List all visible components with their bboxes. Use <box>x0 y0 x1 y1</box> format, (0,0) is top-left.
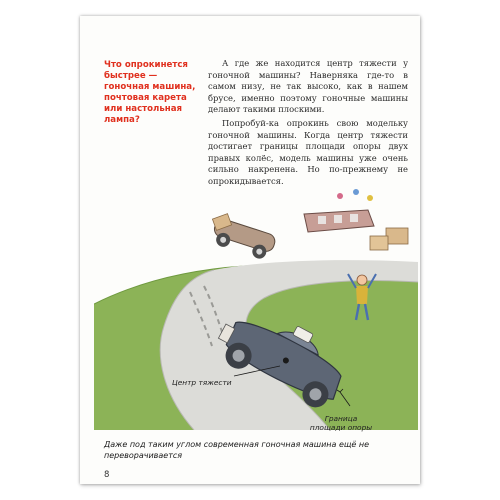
overturned-carriage <box>304 189 374 232</box>
book-page <box>80 16 420 484</box>
body-text <box>208 58 408 188</box>
paragraph-1: А где же находится центр тяжести у гоночной машины? Наверняка где-то в самом низу, не так высоко, как в нашем брусе, именно поэтому гоночные машины делают такими плоскими. <box>208 58 408 115</box>
race-car-illustration <box>94 186 418 430</box>
sidebar-question: Что опрокинется быстрее — гоночная машина, почтовая карета или настольная лампа? <box>104 60 196 125</box>
paragraph-2: Попробуй-ка опрокинь свою модельку гоночной машины. Когда центр тяжести достигает границы площади опоры двух правых колёс, модель машины уже очень сильно накренена. Но по-прежнему не опрокидывается. <box>208 117 408 186</box>
center-of-gravity-label: Центр тяжести <box>172 378 232 387</box>
figure-caption: Даже под таким углом современная гоночная машина ещё не переворачивается <box>104 440 370 460</box>
crate <box>370 236 388 250</box>
crate <box>386 228 408 244</box>
support-boundary-label: Граница площади опоры <box>309 414 373 432</box>
page-number: 8 <box>104 470 110 480</box>
